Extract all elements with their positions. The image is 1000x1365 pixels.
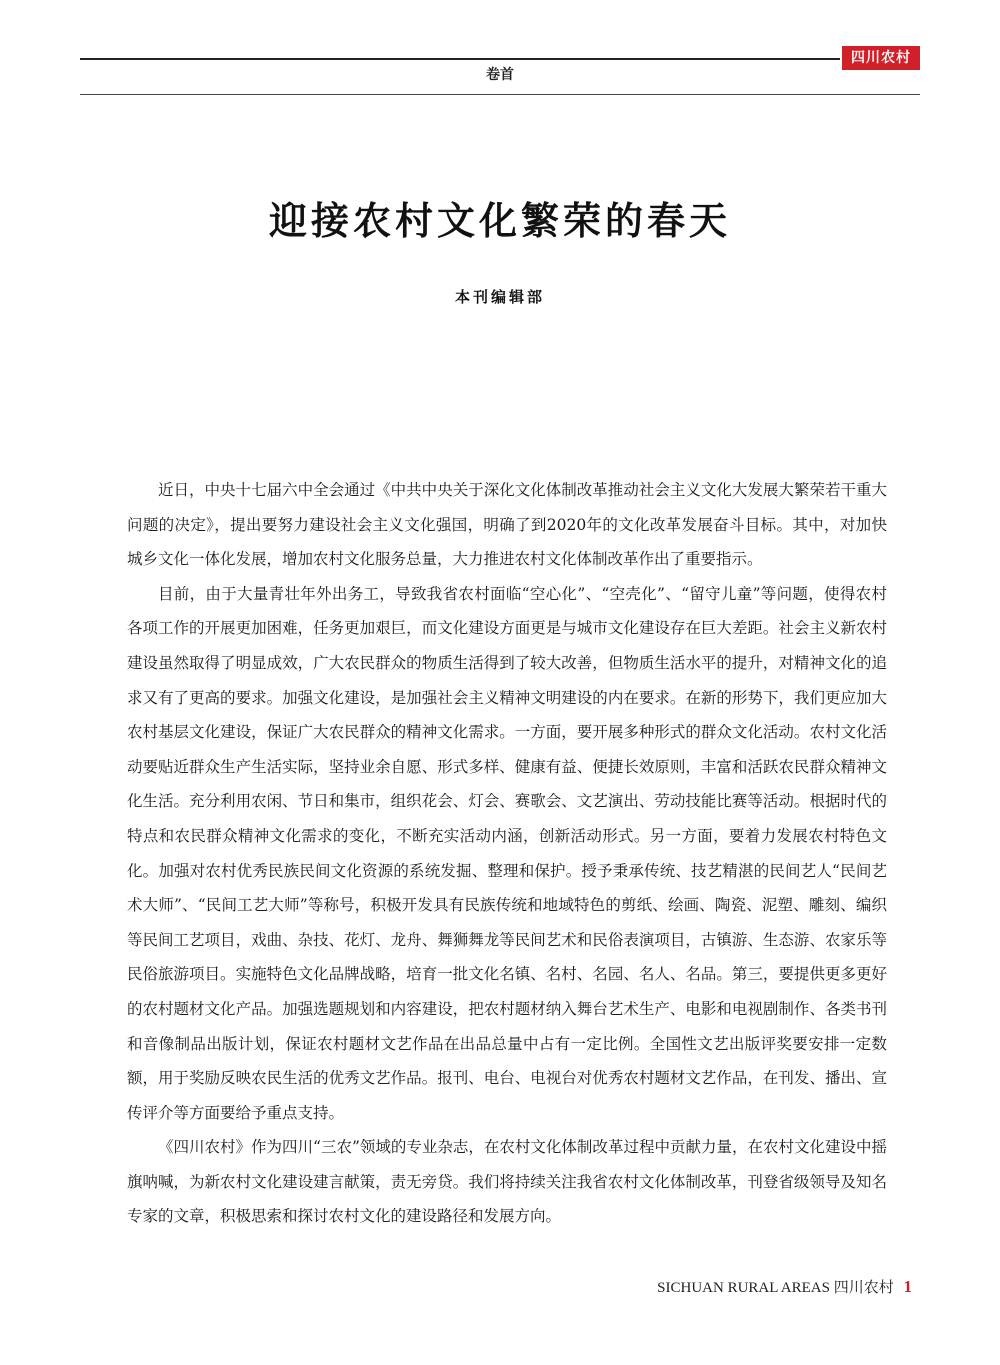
paragraph: 近日，中央十七届六中全会通过《中共中央关于深化文化体制改革推动社会主义文化大发展大繁荣若干重大问题的决定》，提出要努力建设社会主义文化强国，明确了到2020年的文化改革发展奋斗目标。其中，对加快城乡文化一体化发展，增加农村文化服务总量，大力推进农村文化体制改革作出了重要指示。 xyxy=(127,481,887,569)
article-author: 本刊编辑部 xyxy=(454,288,545,306)
paragraph: 目前，由于大量青壮年外出务工，导致我省农村面临“空心化”、“空壳化”、“留守儿童”等问题，使得农村各项工作的开展更加困难，任务更加艰巨，而文化建设方面更是与城市文化建设存在巨大差距。社会主义新农村建设虽然取得了明显成效，广大农民群众的物质生活得到了较大改善，但物质生活水平的提升，对精神文化的追求又有了更高的要求。加强文化建设，是加强社会主义精神文明建设的内在要求。在新的形势下，我们更应加大农村基层文化建设，保证广大农民群众的精神文化需求。一方面，要开展多种形式的群众文化活动。农村文化活动要贴近群众生产生活实际，坚持业余自愿、形式多样、健康有益、便捷长效原则，丰富和活跃农民群众精神文化生活。充分利用农闲、节日和集市，组织花会、灯会、赛歌会、文艺演出、劳动技能比赛等活动。根据时代的特点和农民群众精神文化需求的变化，不断充实活动内涵，创新活动形式。另一方面，要着力发展农村特色文化。加强对农村优秀民族民间文化资源的系统发掘、整理和保护。授予秉承传统、技艺精湛的民间艺人“民间艺术大师”、“民间工艺大师”等称号，积极开发具有民族传统和地域特色的剪纸、绘画、陶瓷、泥塑、雕刻、编织等民间工艺项目，戏曲、杂技、花灯、龙舟、舞狮舞龙等民间艺术和民俗表演项目，古镇游、生态游、农家乐等民俗旅游项目。实施特色文化品牌战略，培育一批文化名镇、名村、名园、名人、名品。第三，要提供更多更好的农村题材文化产品。加强选题规划和内容建设，把农村题材纳入舞台艺术生产、电影和电视剧制作、各类书刊和音像制品出版计划，保证农村题材文艺作品在出品总量中占有一定比例。全国性文艺出版评奖要安排一定数额，用于奖励反映农民生活的优秀文艺作品。报刊、电台、电视台对优秀农村题材文艺作品，在刊发、播出、宣传评介等方面要给予重点支持。 xyxy=(127,584,887,1122)
page-number: 1 xyxy=(903,1277,912,1296)
page-footer xyxy=(657,1276,912,1297)
footer-journal-en: SICHUAN RURAL AREAS xyxy=(657,1280,830,1296)
article-body xyxy=(127,473,887,1234)
header-rule xyxy=(80,58,840,60)
section-label: 卷首 xyxy=(486,67,514,83)
header-divider xyxy=(80,94,920,95)
paragraph: 《四川农村》作为四川“三农”领域的专业杂志，在农村文化体制改革过程中贡献力量，在农村文化建设中摇旗呐喊，为新农村文化建设建言献策，责无旁贷。我们将持续关注我省农村文化体制改革，刊登省级领导及知名专家的文章，积极思索和探讨农村文化的建设路径和发展方向。 xyxy=(127,1138,887,1226)
article-title: 迎接农村文化繁荣的春天 xyxy=(268,199,731,243)
journal-badge: 四川农村 xyxy=(842,46,920,70)
footer-journal-cn: 四川农村 xyxy=(833,1280,894,1296)
